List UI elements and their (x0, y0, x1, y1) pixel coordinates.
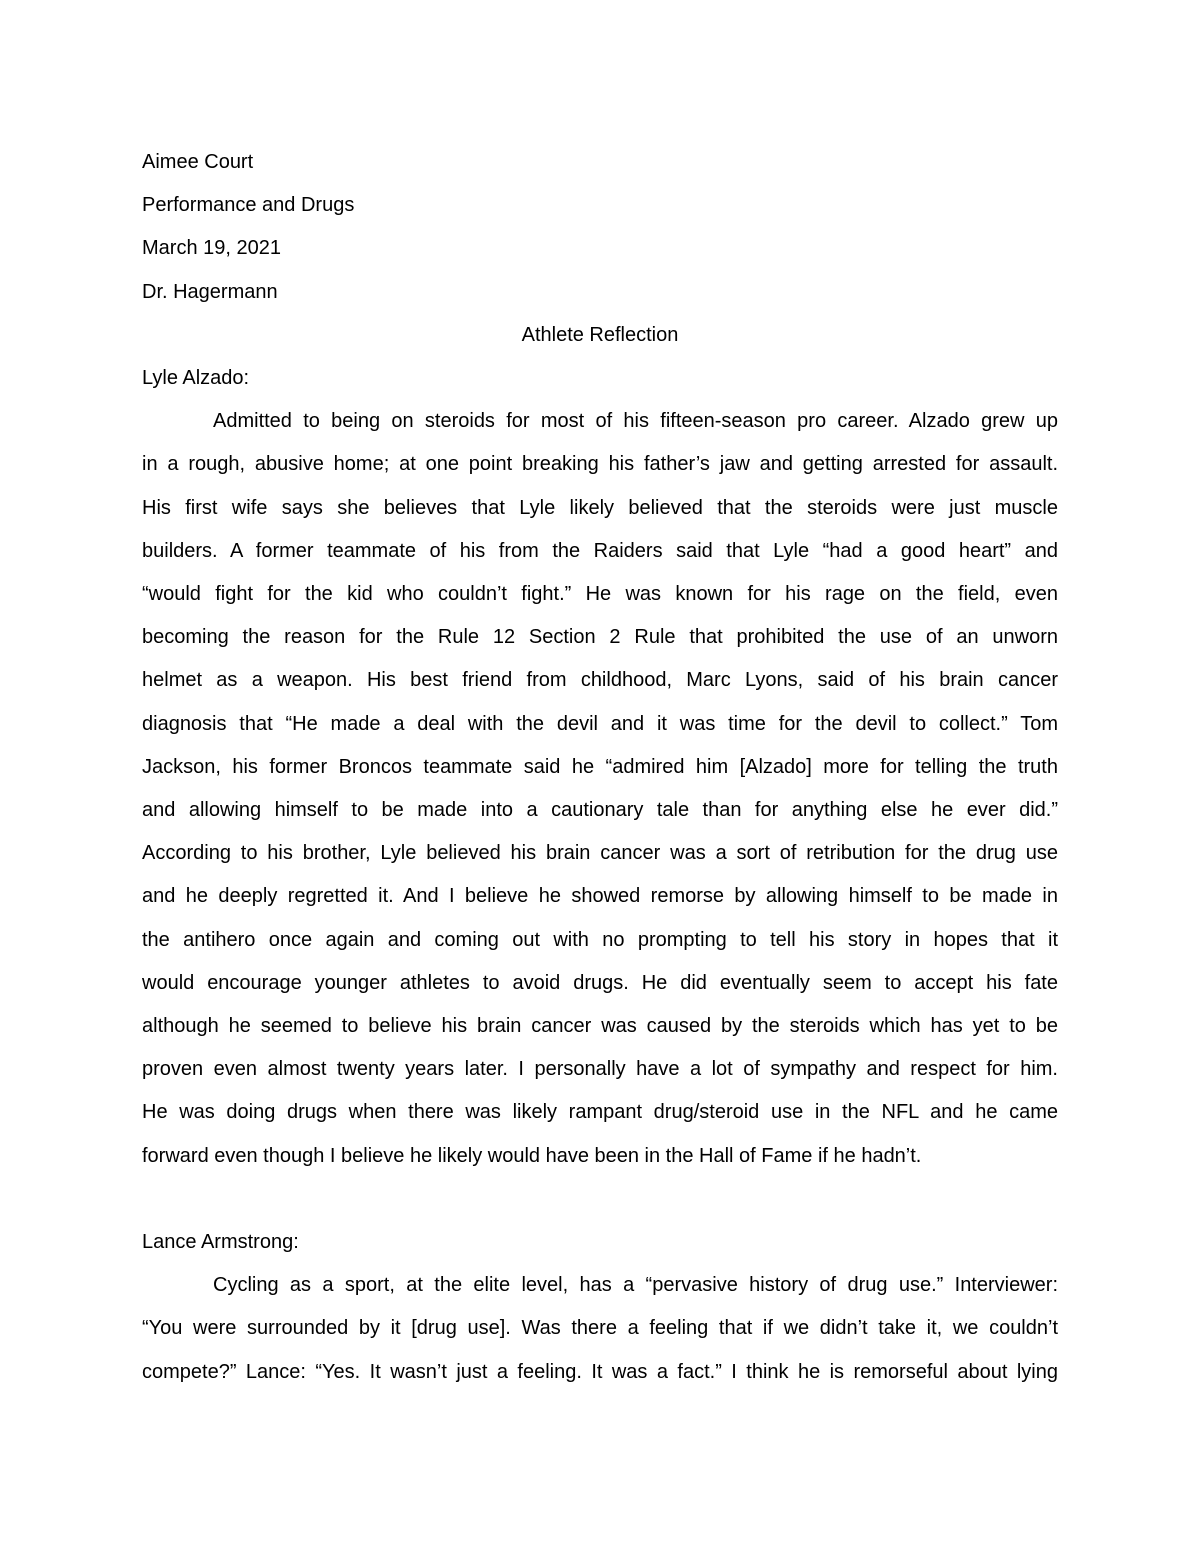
paragraph-line: builders. A former teammate of his from the Raiders said that Lyle “had a good heart” and (142, 539, 1058, 562)
paragraph-line: forward even though I believe he likely would have been in the Hall of Fame if he hadn’t. (142, 1144, 922, 1167)
course-name: Performance and Drugs (142, 194, 355, 217)
paragraph-line: He was doing drugs when there was likely rampant drug/steroid use in the NFL and he came (142, 1101, 1058, 1124)
paragraph-line: proven even almost twenty years later. I personally have a lot of sympathy and respect for him. (142, 1058, 1058, 1081)
paragraph-line: compete?” Lance: “Yes. It wasn’t just a feeling. It was a fact.” I think he is remorseful about lying (142, 1360, 1058, 1383)
paragraph-line: and allowing himself to be made into a cautionary tale than for anything else he ever did.” (142, 799, 1058, 822)
paragraph-line: the antihero once again and coming out with no prompting to tell his story in hopes that it (142, 928, 1058, 951)
paragraph-line: “You were surrounded by it [drug use]. Was there a feeling that if we didn’t take it, we couldn’t (142, 1317, 1058, 1340)
section-heading-lyle-alzado: Lyle Alzado: (142, 367, 250, 390)
instructor-name: Dr. Hagermann (142, 280, 278, 303)
paragraph-lyle-alzado (142, 400, 1058, 1178)
blank-line (142, 1178, 1058, 1221)
paragraph-line: although he seemed to believe his brain cancer was caused by the steroids which has yet to be (142, 1015, 1058, 1038)
paragraph-line: Jackson, his former Broncos teammate said he “admired him [Alzado] more for telling the truth (142, 755, 1058, 778)
document-body (142, 141, 1058, 1394)
paragraph-line: helmet as a weapon. His best friend from childhood, Marc Lyons, said of his brain cancer (142, 669, 1058, 692)
paragraph-lance-armstrong (142, 1264, 1058, 1394)
paragraph-line: “would fight for the kid who couldn’t fight.” He was known for his rage on the field, even (142, 583, 1058, 606)
paragraph-line: Admitted to being on steroids for most of his fifteen-season pro career. Alzado grew up (213, 410, 1058, 433)
paragraph-line: would encourage younger athletes to avoid drugs. He did eventually seem to accept his fate (142, 971, 1058, 994)
document-date: March 19, 2021 (142, 237, 281, 260)
author-name: Aimee Court (142, 151, 254, 173)
paragraph-line: Cycling as a sport, at the elite level, has a “pervasive history of drug use.” Interviewer: (213, 1274, 1058, 1297)
paragraph-line: His first wife says she believes that Lyle likely believed that the steroids were just muscle (142, 496, 1058, 519)
document-title: Athlete Reflection (521, 323, 679, 346)
paragraph-line: According to his brother, Lyle believed his brain cancer was a sort of retribution for the drug use (142, 842, 1058, 865)
section-heading-lance-armstrong: Lance Armstrong: (142, 1231, 299, 1254)
paragraph-line: in a rough, abusive home; at one point breaking his father’s jaw and getting arrested for assault. (142, 453, 1058, 476)
paragraph-line: diagnosis that “He made a deal with the devil and it was time for the devil to collect.” Tom (142, 712, 1058, 735)
paragraph-line: becoming the reason for the Rule 12 Section 2 Rule that prohibited the use of an unworn (142, 626, 1058, 649)
paragraph-line: and he deeply regretted it. And I believe he showed remorse by allowing himself to be made in (142, 885, 1058, 908)
